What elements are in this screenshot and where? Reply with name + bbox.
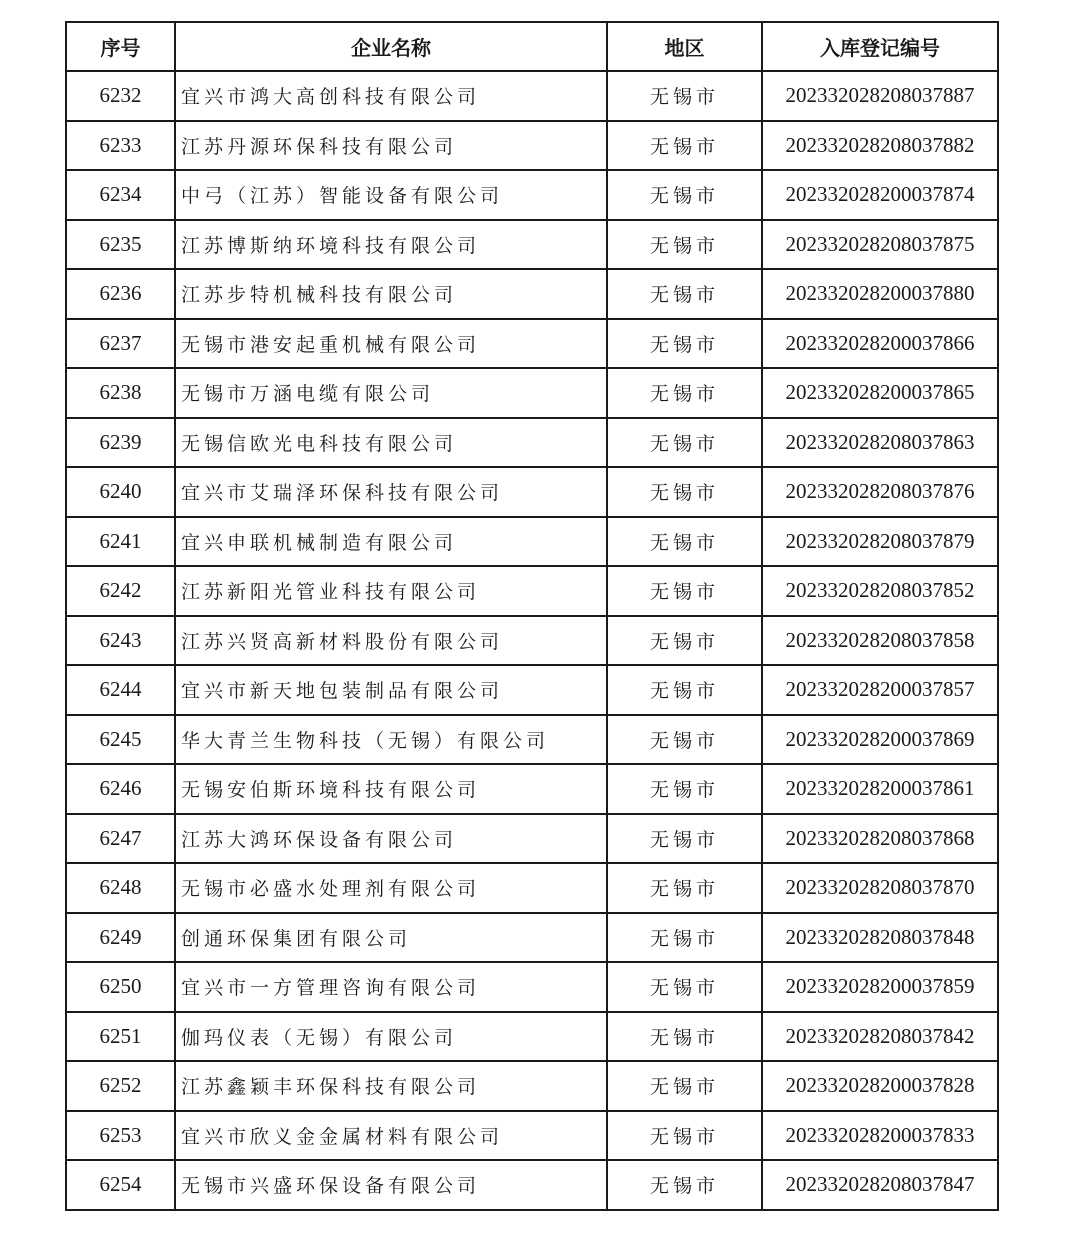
serial-no-cell: 6233 — [66, 121, 175, 171]
data-table — [65, 21, 999, 1211]
header-company-name: 企业名称 — [175, 22, 607, 71]
serial-no-cell: 6242 — [66, 566, 175, 616]
registration-number-cell: 202332028208037875 — [762, 220, 998, 270]
registration-number-cell: 202332028208037882 — [762, 121, 998, 171]
company-name-cell: 江苏步特机械科技有限公司 — [175, 269, 607, 319]
company-name-cell: 无锡信欧光电科技有限公司 — [175, 418, 607, 468]
region-cell: 无锡市 — [607, 863, 762, 913]
registration-number-cell: 202332028200037880 — [762, 269, 998, 319]
serial-no-cell: 6243 — [66, 616, 175, 666]
serial-no-cell: 6238 — [66, 368, 175, 418]
registration-number-cell: 202332028208037879 — [762, 517, 998, 567]
serial-no-cell: 6253 — [66, 1111, 175, 1161]
table-row — [66, 467, 998, 517]
region-cell: 无锡市 — [607, 665, 762, 715]
registration-number-cell: 202332028200037828 — [762, 1061, 998, 1111]
region-cell: 无锡市 — [607, 121, 762, 171]
region-cell: 无锡市 — [607, 1012, 762, 1062]
company-name-cell: 宜兴市新天地包装制品有限公司 — [175, 665, 607, 715]
company-name-cell: 宜兴申联机械制造有限公司 — [175, 517, 607, 567]
registration-number-cell: 202332028208037848 — [762, 913, 998, 963]
company-name-cell: 宜兴市鸿大高创科技有限公司 — [175, 71, 607, 121]
header-row — [66, 22, 998, 71]
table-row — [66, 517, 998, 567]
registration-number-cell: 202332028208037863 — [762, 418, 998, 468]
registration-number-cell: 202332028200037861 — [762, 764, 998, 814]
company-name-cell: 宜兴市一方管理咨询有限公司 — [175, 962, 607, 1012]
table-row — [66, 170, 998, 220]
serial-no-cell: 6248 — [66, 863, 175, 913]
table-row — [66, 764, 998, 814]
serial-no-cell: 6247 — [66, 814, 175, 864]
company-name-cell: 创通环保集团有限公司 — [175, 913, 607, 963]
serial-no-cell: 6251 — [66, 1012, 175, 1062]
serial-no-cell: 6240 — [66, 467, 175, 517]
serial-no-cell: 6254 — [66, 1160, 175, 1210]
table-row — [66, 665, 998, 715]
region-cell: 无锡市 — [607, 517, 762, 567]
registration-number-cell: 202332028208037847 — [762, 1160, 998, 1210]
region-cell: 无锡市 — [607, 319, 762, 369]
registration-number-cell: 202332028200037874 — [762, 170, 998, 220]
serial-no-cell: 6237 — [66, 319, 175, 369]
region-cell: 无锡市 — [607, 715, 762, 765]
company-name-cell: 无锡市兴盛环保设备有限公司 — [175, 1160, 607, 1210]
table-row — [66, 319, 998, 369]
table-row — [66, 863, 998, 913]
serial-no-cell: 6246 — [66, 764, 175, 814]
serial-no-cell: 6235 — [66, 220, 175, 270]
region-cell: 无锡市 — [607, 1111, 762, 1161]
header-registration-number: 入库登记编号 — [762, 22, 998, 71]
company-name-cell: 无锡市港安起重机械有限公司 — [175, 319, 607, 369]
registration-number-cell: 202332028200037833 — [762, 1111, 998, 1161]
table-row — [66, 368, 998, 418]
region-cell: 无锡市 — [607, 1160, 762, 1210]
table-row — [66, 121, 998, 171]
company-name-cell: 无锡安伯斯环境科技有限公司 — [175, 764, 607, 814]
serial-no-cell: 6252 — [66, 1061, 175, 1111]
serial-no-cell: 6241 — [66, 517, 175, 567]
serial-no-cell: 6239 — [66, 418, 175, 468]
serial-no-cell: 6232 — [66, 71, 175, 121]
table-row — [66, 566, 998, 616]
company-name-cell: 江苏丹源环保科技有限公司 — [175, 121, 607, 171]
serial-no-cell: 6234 — [66, 170, 175, 220]
company-name-cell: 伽玛仪表（无锡）有限公司 — [175, 1012, 607, 1062]
company-name-cell: 华大青兰生物科技（无锡）有限公司 — [175, 715, 607, 765]
company-name-cell: 无锡市万涵电缆有限公司 — [175, 368, 607, 418]
serial-no-cell: 6236 — [66, 269, 175, 319]
serial-no-cell: 6245 — [66, 715, 175, 765]
region-cell: 无锡市 — [607, 170, 762, 220]
header-region: 地区 — [607, 22, 762, 71]
region-cell: 无锡市 — [607, 814, 762, 864]
table-row — [66, 715, 998, 765]
region-cell: 无锡市 — [607, 962, 762, 1012]
registration-number-cell: 202332028208037858 — [762, 616, 998, 666]
region-cell: 无锡市 — [607, 1061, 762, 1111]
table-row — [66, 1111, 998, 1161]
registration-number-cell: 202332028200037857 — [762, 665, 998, 715]
company-name-cell: 无锡市必盛水处理剂有限公司 — [175, 863, 607, 913]
region-cell: 无锡市 — [607, 368, 762, 418]
company-name-cell: 江苏博斯纳环境科技有限公司 — [175, 220, 607, 270]
region-cell: 无锡市 — [607, 467, 762, 517]
registration-number-cell: 202332028208037876 — [762, 467, 998, 517]
company-name-cell: 江苏鑫颖丰环保科技有限公司 — [175, 1061, 607, 1111]
registration-number-cell: 202332028208037887 — [762, 71, 998, 121]
registration-number-cell: 202332028200037865 — [762, 368, 998, 418]
company-name-cell: 宜兴市欣义金金属材料有限公司 — [175, 1111, 607, 1161]
table-row — [66, 1061, 998, 1111]
registration-number-cell: 202332028200037866 — [762, 319, 998, 369]
header-serial-no: 序号 — [66, 22, 175, 71]
registration-number-cell: 202332028200037869 — [762, 715, 998, 765]
registration-number-cell: 202332028208037870 — [762, 863, 998, 913]
region-cell: 无锡市 — [607, 616, 762, 666]
registration-number-cell: 202332028208037842 — [762, 1012, 998, 1062]
company-name-cell: 宜兴市艾瑞泽环保科技有限公司 — [175, 467, 607, 517]
region-cell: 无锡市 — [607, 269, 762, 319]
serial-no-cell: 6249 — [66, 913, 175, 963]
table-row — [66, 220, 998, 270]
serial-no-cell: 6250 — [66, 962, 175, 1012]
region-cell: 无锡市 — [607, 913, 762, 963]
registration-number-cell: 202332028208037868 — [762, 814, 998, 864]
table-row — [66, 913, 998, 963]
table-row — [66, 71, 998, 121]
table-row — [66, 814, 998, 864]
registration-number-cell: 202332028200037859 — [762, 962, 998, 1012]
company-name-cell: 江苏大鸿环保设备有限公司 — [175, 814, 607, 864]
company-name-cell: 江苏新阳光管业科技有限公司 — [175, 566, 607, 616]
region-cell: 无锡市 — [607, 220, 762, 270]
company-name-cell: 江苏兴贤高新材料股份有限公司 — [175, 616, 607, 666]
registration-number-cell: 202332028208037852 — [762, 566, 998, 616]
company-name-cell: 中弓（江苏）智能设备有限公司 — [175, 170, 607, 220]
region-cell: 无锡市 — [607, 418, 762, 468]
region-cell: 无锡市 — [607, 566, 762, 616]
table-row — [66, 962, 998, 1012]
table-row — [66, 1160, 998, 1210]
enterprise-registry-table — [65, 21, 997, 1211]
table-row — [66, 418, 998, 468]
table-row — [66, 616, 998, 666]
region-cell: 无锡市 — [607, 71, 762, 121]
table-row — [66, 1012, 998, 1062]
table-row — [66, 269, 998, 319]
serial-no-cell: 6244 — [66, 665, 175, 715]
region-cell: 无锡市 — [607, 764, 762, 814]
